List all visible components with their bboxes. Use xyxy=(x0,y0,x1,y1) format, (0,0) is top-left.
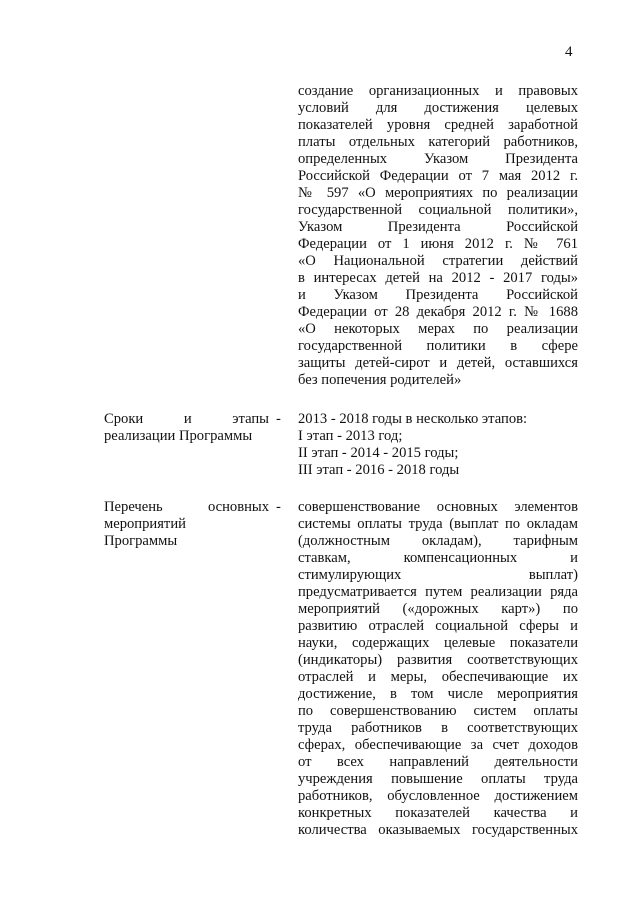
measures-value-line: (индикаторы) развития соответствующих xyxy=(298,652,578,668)
goal-text-block xyxy=(298,83,578,389)
measures-value-line: предусматривается путем реализации ряда xyxy=(298,584,578,600)
measures-dash: - xyxy=(276,499,281,515)
measures-label-line: мероприятий xyxy=(104,516,186,532)
goal-text-line: без попечения родителей» xyxy=(298,372,462,388)
measures-value-line: стимулирующих выплат) xyxy=(298,567,578,583)
measures-value-line: по совершенствованию систем оплаты xyxy=(298,703,578,719)
measures-value-line: сферах, обеспечивающие за счет доходов xyxy=(298,737,578,753)
goal-text-line: государственной политики в сфере xyxy=(298,338,578,354)
goal-text-line: государственной социальной политики», xyxy=(298,202,578,218)
stages-dash: - xyxy=(276,411,281,427)
measures-value-line: конкретных показателей качества и xyxy=(298,805,578,821)
goal-text-line: показателей уровня средней заработной xyxy=(298,117,578,133)
goal-text-line: «О некоторых мерах по реализации xyxy=(298,321,578,337)
goal-text-line: условий для достижения целевых xyxy=(298,100,578,116)
measures-value-line: ставкам, компенсационных и xyxy=(298,550,578,566)
measures-label xyxy=(104,499,269,550)
measures-value-line: совершенствование основных элементов xyxy=(298,499,578,515)
measures-value-line: от всех направлений деятельности xyxy=(298,754,578,770)
measures-value-line: (должностным окладам), тарифным xyxy=(298,533,578,549)
stages-value-line: II этап - 2014 - 2015 годы; xyxy=(298,445,459,461)
measures-value-line: достижение, в том числе мероприятия xyxy=(298,686,578,702)
measures-value-line: учреждения повышение оплаты труда xyxy=(298,771,578,787)
measures-value xyxy=(298,499,578,839)
goal-text-line: Федерации от 1 июня 2012 г. № 761 xyxy=(298,236,578,252)
stages-label xyxy=(104,411,269,445)
measures-label-line: Программы xyxy=(104,533,178,549)
measures-value-line: работников, обусловленное достижением xyxy=(298,788,578,804)
goal-text-line: Указом Президента Российской xyxy=(298,219,578,235)
measures-value-line: науки, содержащих целевые показатели xyxy=(298,635,578,651)
measures-value-line: труда работников в соответствующих xyxy=(298,720,578,736)
page-number: 4 xyxy=(565,44,573,60)
goal-text-line: и Указом Президента Российской xyxy=(298,287,578,303)
measures-value-line: системы оплаты труда (выплат по окладам xyxy=(298,516,578,532)
measures-value-line: развитию отраслей социальной сферы и xyxy=(298,618,578,634)
goal-text-line: Федерации от 28 декабря 2012 г. № 1688 xyxy=(298,304,578,320)
stages-value-line: III этап - 2016 - 2018 годы xyxy=(298,462,460,478)
measures-value-line: мероприятий («дорожных карт») по xyxy=(298,601,578,617)
goal-text-line: «О Национальной стратегии действий xyxy=(298,253,578,269)
measures-value-line: отраслей и меры, обеспечивающие их xyxy=(298,669,578,685)
goal-text-line: защиты детей-сирот и детей, оставшихся xyxy=(298,355,578,371)
stages-label-line: Сроки и этапы xyxy=(104,411,269,427)
goal-text-line: платы отдельных категорий работников, xyxy=(298,134,578,150)
stages-value-line: I этап - 2013 год; xyxy=(298,428,403,444)
measures-value-line: количества оказываемых государственных xyxy=(298,822,578,838)
goal-text-line: Российской Федерации от 7 мая 2012 г. xyxy=(298,168,578,184)
measures-label-line: Перечень основных xyxy=(104,499,269,515)
goal-text-line: № 597 «О мероприятиях по реализации xyxy=(298,185,578,201)
stages-value-line: 2013 - 2018 годы в несколько этапов: xyxy=(298,411,528,427)
goal-text-line: определенных Указом Президента xyxy=(298,151,578,167)
stages-value xyxy=(298,411,578,479)
goal-text-line: создание организационных и правовых xyxy=(298,83,578,99)
goal-text-line: в интересах детей на 2012 - 2017 годы» xyxy=(298,270,578,286)
stages-label-line: реализации Программы xyxy=(104,428,253,444)
